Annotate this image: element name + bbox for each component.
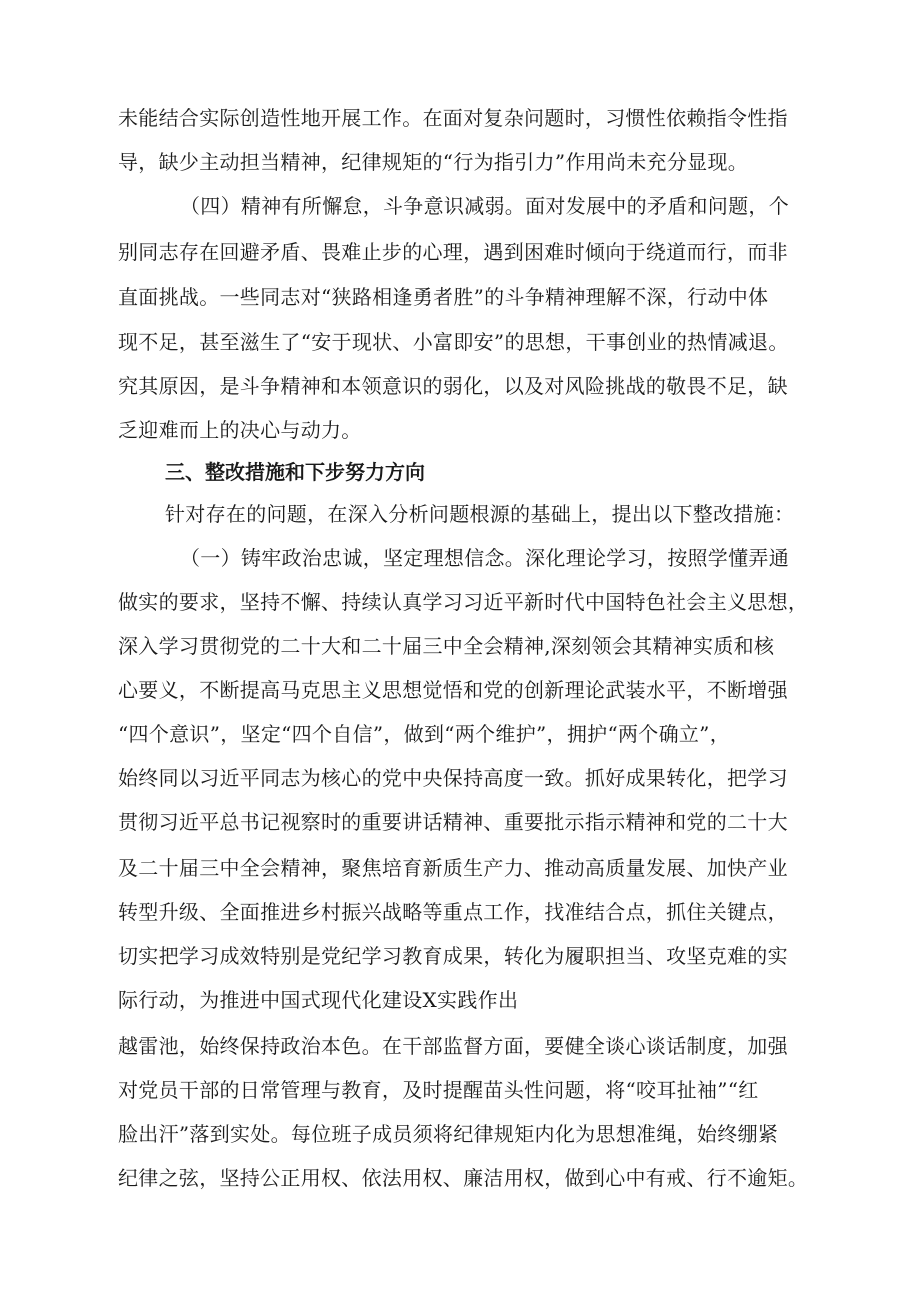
text-line: 未能结合实际创造性地开展工作。在面对复杂问题时，习惯性依赖指令性指 — [118, 106, 788, 130]
text-line: 切实把学习成效特别是党纪学习教育成果，转化为履职担当、攻坚克难的实 — [118, 944, 788, 968]
text-line: 际行动，为推进中国式现代化建设X实践作出 — [118, 988, 519, 1012]
text-line: 深入学习贯彻党的二十大和二十届三中全会精神,深刻领会其精神实质和核 — [118, 634, 775, 658]
text-line: 别同志存在回避矛盾、畏难止步的心理，遇到困难时倾向于绕道而行，而非 — [118, 240, 788, 264]
text-line: 直面挑战。一些同志对“狭路相逢勇者胜”的斗争精神理解不深，行动中体 — [118, 285, 769, 309]
text-line: 脸出汗”落到实处。每位班子成员须将纪律规矩内化为思想准绳，始终绷紧 — [118, 1122, 779, 1146]
text-line: 贯彻习近平总书记视察时的重要讲话精神、重要批示指示精神和党的二十大 — [118, 810, 788, 834]
text-line: 心要义，不断提高马克思主义思想觉悟和党的创新理论武装水平，不断增强 — [118, 678, 788, 702]
text-line: 现不足，甚至滋生了“安于现状、小富即安”的思想，干事创业的热情减退。 — [118, 330, 789, 354]
text-line: （四）精神有所懈怠，斗争意识减弱。面对发展中的矛盾和问题，个 — [180, 194, 789, 218]
text-line: 转型升级、全面推进乡村振兴战略等重点工作，找准结合点，抓住关键点， — [118, 900, 788, 924]
text-line: 乏迎难而上的决心与动力。 — [118, 418, 362, 442]
text-line: 纪律之弦，坚持公正用权、依法用权、廉洁用权，做到心中有戒、行不逾矩。 — [118, 1166, 809, 1190]
text-line: 导，缺少主动担当精神，纪律规矩的“行为指引力”作用尚未充分显现。 — [118, 150, 749, 174]
text-line: 越雷池，始终保持政治本色。在干部监督方面，要健全谈心谈话制度，加强 — [118, 1034, 788, 1058]
section-heading: 三、整改措施和下步努力方向 — [165, 460, 425, 484]
text-line: 对党员干部的日常管理与教育，及时提醒苗头性问题，将“咬耳扯袖”“红 — [118, 1078, 759, 1102]
text-line: 究其原因，是斗争精神和本领意识的弱化，以及对风险挑战的敬畏不足，缺 — [118, 374, 788, 398]
text-line: （一）铸牢政治忠诚，坚定理想信念。深化理论学习，按照学懂弄通 — [180, 546, 789, 570]
text-line: 针对存在的问题，在深入分析问题根源的基础上，提出以下整改措施： — [165, 502, 795, 526]
text-line: “四个意识”，坚定“四个自信”，做到“两个维护”，拥护“两个确立”， — [118, 722, 730, 746]
text-line: 始终同以习近平同志为核心的党中央保持高度一致。抓好成果转化，把学习 — [118, 766, 788, 790]
text-line: 做实的要求，坚持不懈、持续认真学习习近平新时代中国特色社会主义思想， — [118, 590, 809, 614]
text-line: 及二十届三中全会精神，聚焦培育新质生产力、推动高质量发展、加快产业 — [118, 856, 788, 880]
